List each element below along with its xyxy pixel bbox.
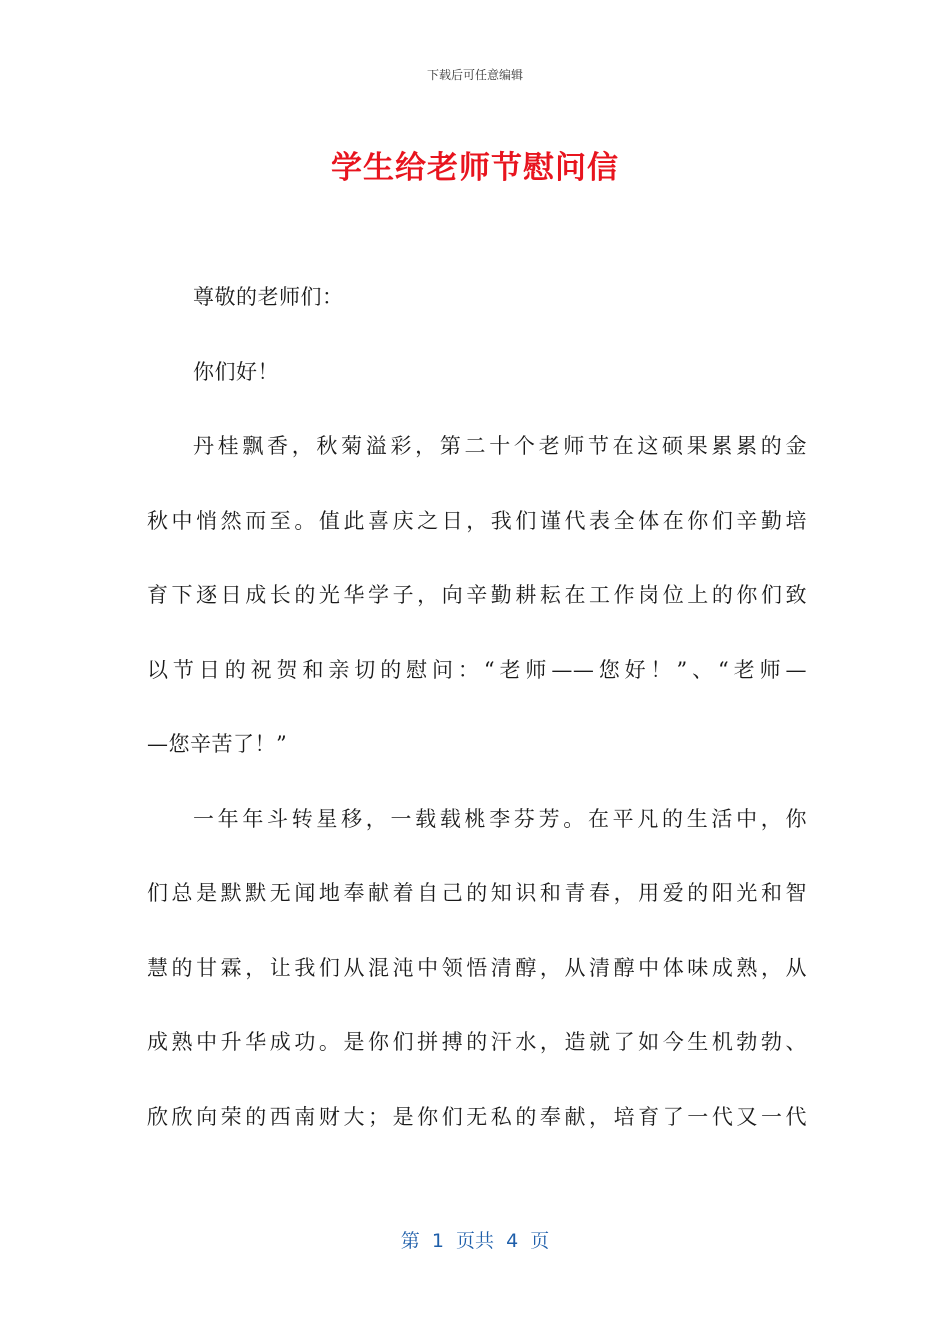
paragraph-line: 慧的甘霖，让我们从混沌中领悟清醇，从清醇中体味成熟，从: [147, 955, 807, 980]
page-number: 第 1 页共 4 页: [400, 1230, 550, 1252]
paragraph-line: 一年年斗转星移，一载载桃李芬芳。在平凡的生活中，你: [193, 806, 807, 831]
greeting: 你们好！: [193, 359, 279, 384]
paragraph-line: 丹桂飘香，秋菊溢彩，第二十个老师节在这硕果累累的金: [193, 434, 807, 458]
paragraph-line: 们总是默默无闻地奉献着自己的知识和青春，用爱的阳光和智: [147, 881, 807, 905]
salutation: 尊敬的老师们：: [193, 285, 344, 309]
letter-body: [147, 277, 807, 1171]
paragraph-line: 欣欣向荣的西南财大；是你们无私的奉献，培育了一代又一代: [147, 1104, 807, 1129]
document-title: 学生给老师节慰问信: [331, 150, 619, 186]
paragraph-line: 成熟中升华成功。是你们拼搏的汗水，造就了如今生机勃勃、: [147, 1030, 807, 1054]
paragraph-line: —您辛苦了！”: [147, 732, 288, 756]
paragraph-line: 秋中悄然而至。值此喜庆之日，我们谨代表全体在你们辛勤培: [147, 508, 807, 533]
header-note: 下载后可任意编辑: [426, 68, 523, 82]
paragraph-line: 育下逐日成长的光华学子，向辛勤耕耘在工作岗位上的你们致: [147, 583, 807, 607]
paragraph-line: 以节日的祝贺和亲切的慰问：“老师——您好！”、“老师—: [147, 657, 807, 682]
